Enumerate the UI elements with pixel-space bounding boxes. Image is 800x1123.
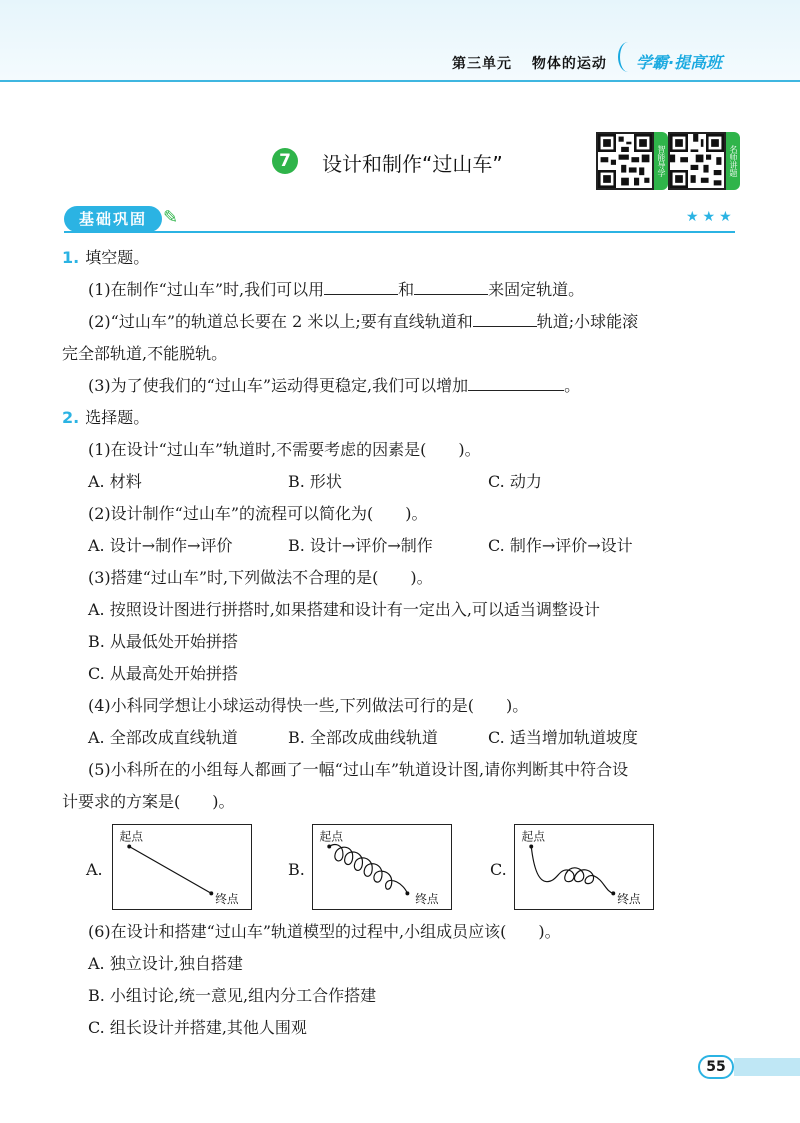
qr-pattern [670, 134, 724, 188]
choice-options [62, 466, 742, 498]
option-c[interactable]: C. 适当增加轨道坡度 [488, 728, 638, 747]
option-c[interactable]: C. 动力 [488, 472, 542, 491]
choice-stem: (3)搭建“过山车”时,下列做法不合理的是( )。 [88, 568, 433, 587]
choice-options [62, 530, 742, 562]
choice-options [62, 722, 742, 754]
item-text: 轨道;小球能滚 [536, 312, 639, 331]
diagram-a-label[interactable]: A. [86, 860, 103, 879]
fill-item [62, 274, 742, 306]
option-b[interactable]: B. 形状 [288, 472, 342, 491]
choice-stem: (1)在设计“过山车”轨道时,不需要考虑的因素是( )。 [88, 440, 481, 459]
option-c[interactable]: C. 从最高处开始拼搭 [88, 664, 238, 683]
option-b[interactable]: B. 全部改成曲线轨道 [288, 728, 438, 747]
fill-item [62, 370, 742, 402]
option-a[interactable]: A. 全部改成直线轨道 [88, 728, 238, 747]
lesson-title: 设计和制作“过山车” [322, 152, 503, 176]
item-text: 来固定轨道。 [488, 280, 585, 299]
brand-arc-icon [618, 42, 638, 72]
end-label: 终点 [617, 892, 641, 907]
fill-item [62, 306, 742, 338]
qr-code-icon[interactable] [596, 132, 654, 190]
answer-blank[interactable] [473, 309, 537, 327]
question-number: 1. [62, 248, 80, 267]
section-title: 基础巩固 [64, 206, 162, 232]
question-heading [62, 242, 742, 274]
option-c[interactable]: C. 制作→评价→设计 [488, 536, 633, 555]
start-label: 起点 [319, 829, 343, 844]
item-text: (1)在制作“过山车”时,我们可以用 [88, 280, 325, 299]
choice-stem: (6)在设计和搭建“过山车”轨道模型的过程中,小组成员应该( )。 [88, 922, 561, 941]
choice-stem: (5)小科所在的小组每人都画了一幅“过山车”轨道设计图,请你判断其中符合设 [88, 760, 629, 779]
question-heading [62, 402, 742, 434]
diagram-c-label[interactable]: C. [490, 860, 507, 879]
option-a[interactable]: A. 独立设计,独自搭建 [88, 954, 243, 973]
footer-band [734, 1058, 800, 1076]
answer-blank[interactable] [468, 373, 564, 391]
unit-label: 第三单元 [452, 56, 512, 72]
start-label: 起点 [521, 829, 545, 844]
question-title: 填空题。 [85, 248, 150, 267]
qr-pattern [598, 134, 652, 188]
running-header [452, 53, 621, 73]
diagram-b-label[interactable]: B. [288, 860, 305, 879]
option-c[interactable]: C. 组长设计并搭建,其他人围观 [88, 1018, 307, 1037]
item-text: 。 [564, 376, 581, 395]
qr-tag: 名师讲题 [726, 132, 740, 190]
header-rule [0, 80, 800, 82]
page-number: 55 [698, 1055, 734, 1079]
option-a[interactable]: A. 材料 [88, 472, 142, 491]
question-title: 选择题。 [85, 408, 150, 427]
loop-track [313, 825, 451, 909]
mixed-track [515, 825, 653, 909]
brand-logo: 学霸·提高班 [636, 53, 723, 72]
option-a[interactable]: A. 设计→制作→评价 [88, 536, 233, 555]
choice-stem: (4)小科同学想让小球运动得快一些,下列做法可行的是( )。 [88, 696, 529, 715]
track-diagram-c[interactable] [514, 824, 654, 910]
straight-track [113, 825, 251, 909]
answer-blank[interactable] [414, 277, 488, 295]
qr-code-icon[interactable] [668, 132, 726, 190]
end-label: 终点 [415, 892, 439, 907]
pencil-icon: ✎ [163, 207, 179, 228]
item-text: (2)“过山车”的轨道总长要在 2 米以上;要有直线轨道和 [88, 312, 473, 331]
answer-blank[interactable] [324, 277, 398, 295]
end-label: 终点 [215, 892, 239, 907]
start-label: 起点 [119, 829, 143, 844]
question-number: 2. [62, 408, 80, 427]
item-text: (3)为了使我们的“过山车”运动得更稳定,我们可以增加 [88, 376, 469, 395]
lesson-number-badge: 7 [272, 148, 298, 174]
question-content [62, 242, 742, 1044]
difficulty-stars: ★★★ [686, 209, 736, 225]
track-diagram-b[interactable] [312, 824, 452, 910]
option-a[interactable]: A. 按照设计图进行拼搭时,如果搭建和设计有一定出入,可以适当调整设计 [88, 600, 600, 619]
option-b[interactable]: B. 设计→评价→制作 [288, 536, 433, 555]
track-diagram-a[interactable] [112, 824, 252, 910]
choice-stem: (2)设计制作“过山车”的流程可以简化为( )。 [88, 504, 428, 523]
option-b[interactable]: B. 从最低处开始拼搭 [88, 632, 238, 651]
qr-tag: 智能导学 [654, 132, 668, 190]
fill-item-continuation: 完全部轨道,不能脱轨。 [62, 344, 228, 363]
option-b[interactable]: B. 小组讨论,统一意见,组内分工合作搭建 [88, 986, 377, 1005]
topic-label: 物体的运动 [531, 56, 607, 72]
item-text: 和 [398, 280, 415, 299]
section-divider [64, 231, 735, 233]
choice-stem-continuation: 计要求的方案是( )。 [62, 792, 235, 811]
track-diagrams [62, 824, 742, 914]
